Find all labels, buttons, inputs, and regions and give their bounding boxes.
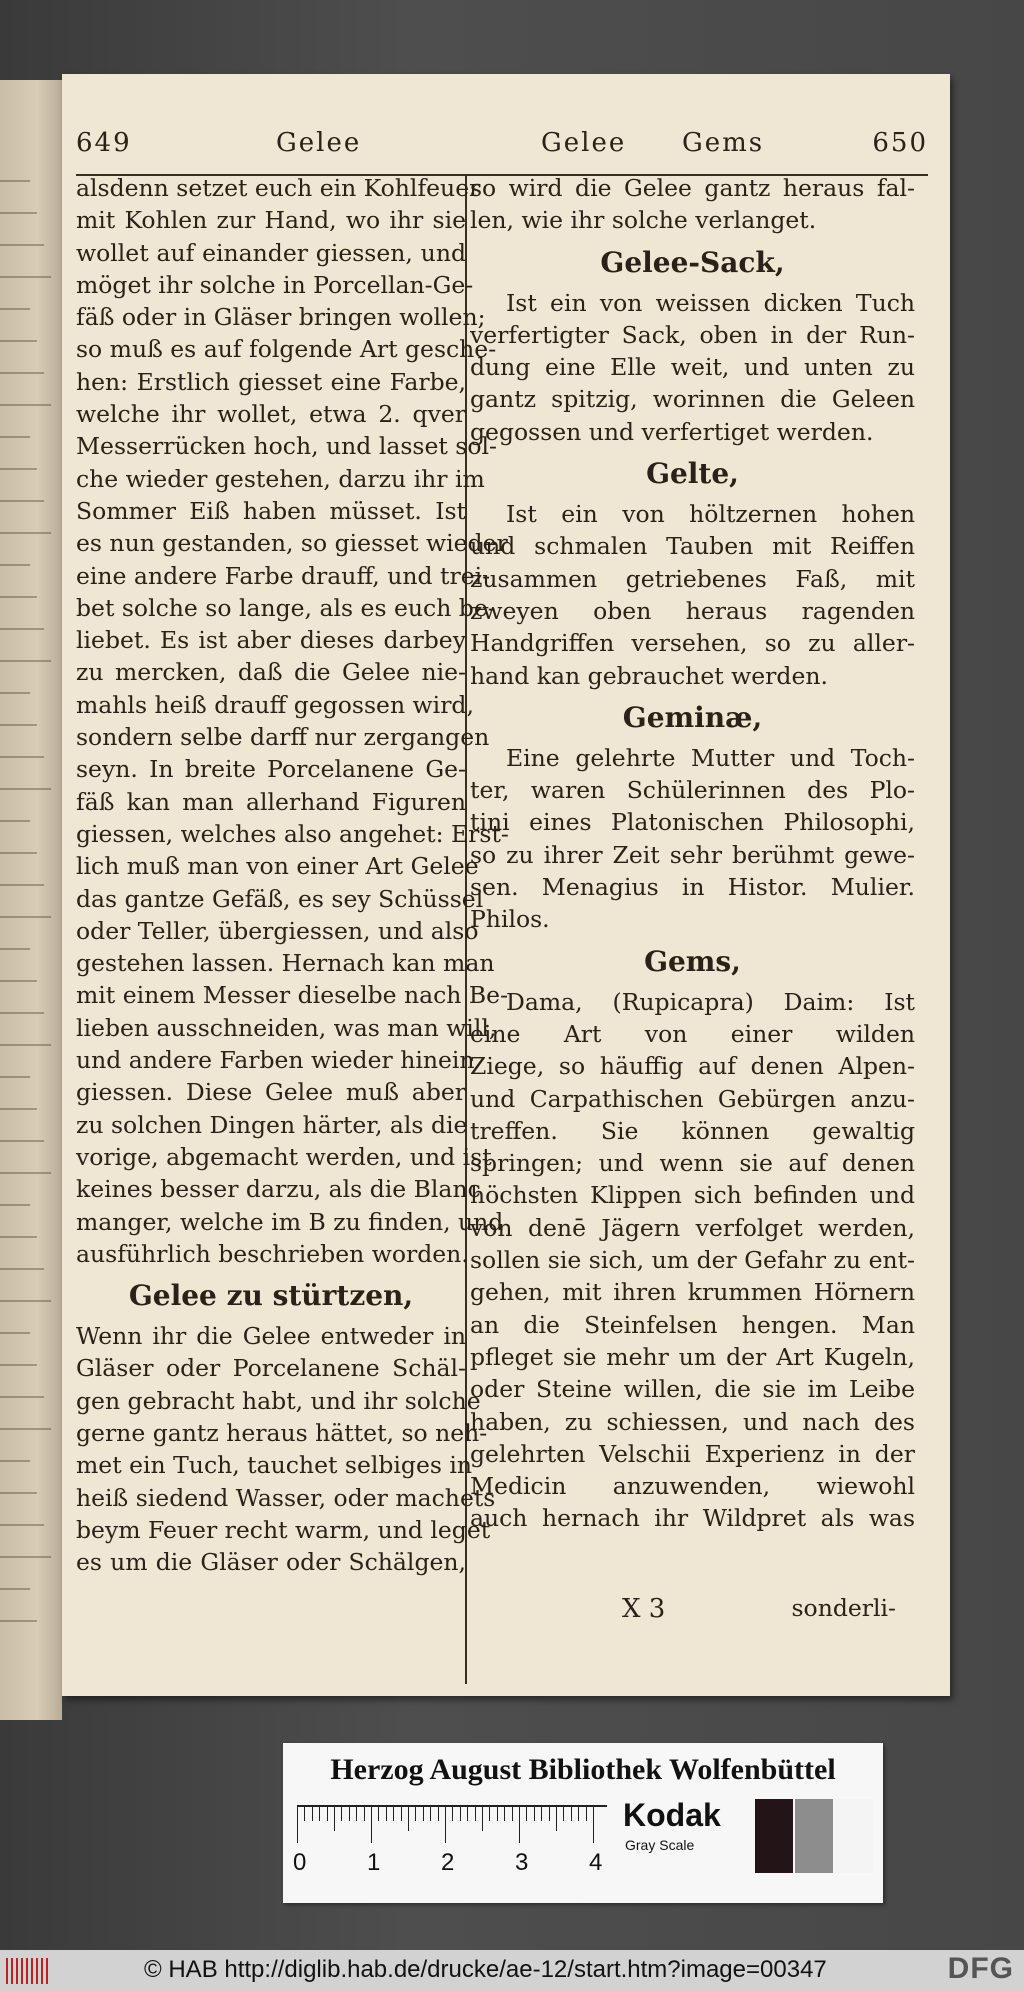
ruler-tick [489, 1807, 490, 1821]
text-line: es nun gestanden, so giesset wieder [76, 529, 508, 558]
right-text-block-0 [470, 172, 915, 237]
bleed-through-line [0, 1204, 30, 1206]
bleed-through-line [0, 1588, 30, 1590]
ruler-tick [519, 1807, 520, 1843]
right-page-number: 650 [872, 128, 928, 158]
text-line: Ist ein von weissen dicken Tuch [506, 288, 915, 317]
ruler-tick [460, 1807, 461, 1821]
bleed-through-line [0, 692, 30, 694]
text-line: oder Teller, übergiessen, und also [76, 916, 479, 945]
left-running-head: Gelee [276, 128, 362, 158]
entry-heading-gelee-sack: Gelee-Sack, [600, 245, 785, 279]
text-line: gestehen lassen. Hernach kan man [76, 949, 495, 978]
footer-bar [0, 1950, 1024, 1991]
bleed-through-line [0, 1108, 37, 1110]
book-page [62, 74, 950, 1696]
running-header [76, 120, 928, 176]
text-line: mahls heiß drauff gegossen wird, [76, 690, 474, 719]
bleed-through-line [0, 1236, 37, 1238]
bleed-through-line [0, 1172, 51, 1174]
bleed-through-line [0, 564, 30, 566]
ruler-tick [371, 1807, 372, 1843]
ruler-tick [386, 1807, 387, 1821]
text-line: zu mercken, daß die Gelee nie- [76, 658, 466, 687]
bleed-through-line [0, 916, 51, 918]
text-line: len, wie ihr solche verlanget. [470, 206, 817, 235]
bleed-through-line [0, 308, 30, 310]
text-line: und Carpathischen Gebürgen anzu- [470, 1084, 915, 1113]
bleed-through-line [0, 1460, 30, 1462]
ruler-tick [578, 1807, 579, 1821]
bleed-through-line [0, 1492, 37, 1494]
text-line: und schmalen Tauben mit Reiffen [470, 532, 915, 561]
text-line: eine andere Farbe drauff, und trei- [76, 561, 491, 590]
text-line: und andere Farben wieder hinein [76, 1046, 475, 1075]
scale-number: 0 [293, 1849, 307, 1876]
ruler-tick [415, 1807, 416, 1821]
right-running-head-1: Gelee [541, 128, 627, 158]
left-text-block [76, 172, 509, 1270]
text-line: gehen, mit ihren krummen Hörnern [470, 1278, 915, 1307]
ruler-tick [393, 1807, 394, 1821]
text-line: che wieder gestehen, darzu ihr im [76, 464, 485, 493]
text-line: met ein Tuch, tauchet selbiges in [76, 1451, 473, 1480]
scale-number: 3 [515, 1849, 529, 1876]
bleed-through-line [0, 724, 37, 726]
ruler-tick [497, 1807, 498, 1821]
text-line: möget ihr solche in Porcellan-Ge- [76, 270, 474, 299]
text-line: treffen. Sie können gewaltig [470, 1116, 915, 1145]
text-line: fäß oder in Gläser bringen wollen; [76, 303, 486, 332]
bleed-through-line [0, 468, 37, 470]
ruler-tick [571, 1807, 572, 1821]
bleed-through-line [0, 436, 30, 438]
text-line: dung eine Elle weit, und unten zu [470, 353, 915, 382]
text-line: springen; und wenn sie auf denen [470, 1149, 915, 1178]
ruler-tick [327, 1807, 328, 1821]
bleed-through-line [0, 532, 51, 534]
bleed-through-line [0, 180, 30, 182]
text-line: vorige, abgemacht werden, und ist [76, 1142, 492, 1171]
text-line: giessen. Diese Gelee muß aber [76, 1078, 466, 1107]
text-line: manger, welche im B zu finden, und [76, 1207, 504, 1236]
text-line: lieben ausschneiden, was man will, [76, 1013, 497, 1042]
ruler-tick [593, 1807, 594, 1843]
text-line: oder Steine willen, die sie im Leibe [470, 1375, 915, 1404]
text-line: bet solche so lange, als es euch be- [76, 593, 496, 622]
text-line: hen: Erstlich giesset eine Farbe, [76, 367, 466, 396]
text-line: alsdenn setzet euch ein Kohlfeuer [76, 174, 481, 202]
text-line: es um die Gläser oder Schälgen, [76, 1548, 466, 1577]
text-line: tini eines Platonischen Philosophi, [470, 808, 915, 837]
left-text-block-2 [76, 1320, 496, 1578]
bleed-through-line [0, 1140, 44, 1142]
bleed-through-line [0, 756, 44, 758]
library-name: Herzog August Bibliothek Wolfenbüttel [330, 1753, 836, 1786]
text-line: Gläser oder Porcelanene Schäl- [76, 1354, 466, 1383]
text-line: heiß siedend Wasser, oder machets [76, 1483, 496, 1512]
dark-swatch [755, 1799, 793, 1873]
bleed-through-line [0, 1364, 37, 1366]
ruler-tick [526, 1807, 527, 1821]
entry-heading-geminae: Geminæ, [622, 700, 763, 734]
text-line: liebet. Es ist aber dieses darbey [76, 626, 466, 655]
bleed-through-line [0, 1044, 51, 1046]
text-line: Medicin anzuwenden, wiewohl [470, 1472, 915, 1501]
right-text-block-1 [470, 287, 915, 448]
bleed-through-line [0, 1076, 30, 1078]
text-line: höchsten Klippen sich befinden und [470, 1181, 915, 1210]
text-line: so muß es auf folgende Art gesche- [76, 335, 497, 364]
bleed-through-line [0, 1428, 51, 1430]
text-line: keines besser darzu, als die Blanc [76, 1175, 481, 1204]
bleed-through-line [0, 1268, 44, 1270]
text-line: sondern selbe darff nur zergangen [76, 723, 490, 752]
scale-number: 2 [441, 1849, 455, 1876]
gray-scale-label: Gray Scale [625, 1837, 695, 1853]
text-line: Dama, (Rupicapra) Daim: Ist [506, 987, 915, 1016]
text-line: von denē Jägern verfolget werden, [470, 1213, 915, 1242]
text-line: lich muß man von einer Art Gelee [76, 852, 479, 881]
text-line: giessen, welches also angehet: Erst- [76, 819, 509, 848]
entry-heading-gems: Gems, [644, 944, 741, 978]
entry-heading-gelee-zu-stuertzen: Gelee zu stürtzen, [128, 1279, 414, 1313]
kodak-logo: Kodak [623, 1797, 721, 1833]
ruler-tick [334, 1807, 335, 1831]
dfg-logo: DFG [947, 1952, 1014, 1985]
text-line: gen gebracht habt, und ihr solche [76, 1386, 481, 1415]
ruler-tick [475, 1807, 476, 1821]
color-calibration-card [283, 1743, 883, 1903]
text-line: Eine gelehrte Mutter und Toch- [506, 743, 915, 772]
previous-page-edge [0, 80, 62, 1720]
text-line: welche ihr wollet, etwa 2. qver [76, 400, 466, 429]
text-line: eine Art von einer wilden [470, 1019, 915, 1048]
ruler-tick [312, 1807, 313, 1821]
bleed-through-line [0, 788, 51, 790]
text-line: so zu ihrer Zeit sehr berühmt gewe- [470, 840, 915, 869]
right-text-block-2 [470, 498, 915, 692]
text-line: so wird die Gelee gantz heraus fal- [470, 174, 915, 202]
ruler-tick [504, 1807, 505, 1821]
barcode-icon [6, 1958, 48, 1984]
text-line: Philos. [470, 905, 550, 934]
ruler-tick [349, 1807, 350, 1821]
text-line: gegossen und verfertiget werden. [470, 417, 874, 446]
text-line: Wenn ihr die Gelee entweder in [76, 1322, 466, 1351]
bleed-through-line [0, 404, 51, 406]
ruler-tick [586, 1807, 587, 1821]
ruler-tick [467, 1807, 468, 1821]
text-line: gerne gantz heraus hättet, so neh- [76, 1418, 488, 1447]
scale-number: 4 [589, 1849, 603, 1876]
ruler-tick [452, 1807, 453, 1821]
ruler-tick [356, 1807, 357, 1821]
ruler-tick [549, 1807, 550, 1821]
text-line: das gantze Gefäß, es sey Schüssel [76, 884, 484, 913]
left-page-number: 649 [76, 128, 132, 158]
ruler-tick [304, 1807, 305, 1821]
bleed-through-line [0, 1556, 51, 1558]
ruler-tick [319, 1807, 320, 1821]
ruler-tick [445, 1807, 446, 1843]
ruler-tick [563, 1807, 564, 1821]
bleed-through-line [0, 820, 30, 822]
bleed-through-line [0, 628, 44, 630]
ruler-tick [482, 1807, 483, 1831]
bleed-through-line [0, 660, 51, 662]
ruler-tick [512, 1807, 513, 1821]
text-line: sen. Menagius in Histor. Mulier. [470, 873, 915, 902]
ruler-tick [341, 1807, 342, 1821]
bleed-through-line [0, 1620, 37, 1622]
text-line: Sommer Eiß haben müsset. Ist [76, 496, 466, 525]
text-line: hand kan gebrauchet werden. [470, 661, 828, 690]
bleed-through-line [0, 596, 37, 598]
text-line: seyn. In breite Porcelanene Ge- [76, 755, 466, 784]
text-line: mit einem Messer dieselbe nach Be- [76, 981, 509, 1010]
text-line: Handgriffen versehen, so zu aller- [470, 629, 915, 658]
scale-number: 1 [367, 1849, 381, 1876]
text-line: Ist ein von höltzernen hohen [506, 500, 915, 529]
ruler-tick [534, 1807, 535, 1821]
light-swatch [835, 1799, 873, 1873]
text-line: Ziege, so häuffig auf denen Alpen- [470, 1052, 915, 1081]
text-line: pfleget sie mehr um der Art Kugeln, [470, 1342, 915, 1371]
source-url[interactable]: © HAB http://diglib.hab.de/drucke/ae-12/start.htm?image=00347 [144, 1956, 827, 1983]
text-line: ter, waren Schülerinnen des Plo- [470, 776, 915, 805]
bleed-through-line [0, 372, 44, 374]
bleed-through-line [0, 1012, 44, 1014]
bleed-through-line [0, 212, 37, 214]
signature-mark: X 3 [622, 1594, 666, 1624]
ruler-tick [438, 1807, 439, 1821]
bleed-through-line [0, 1300, 51, 1302]
bleed-through-line [0, 980, 37, 982]
text-line: zusammen getriebenes Faß, mit [470, 564, 915, 593]
ruler-scale [297, 1805, 607, 1843]
text-line: zweyen oben heraus ragenden [470, 596, 915, 625]
bleed-through-line [0, 244, 44, 246]
right-running-head-2: Gems [682, 128, 765, 158]
text-line: gantz spitzig, worinnen die Geleen [470, 385, 915, 414]
left-column [76, 172, 509, 1578]
right-column [470, 172, 915, 1535]
ruler-tick [364, 1807, 365, 1821]
right-text-block-3 [470, 742, 915, 936]
bleed-through-line [0, 1332, 30, 1334]
text-line: wollet auf einander giessen, und [76, 238, 466, 267]
bleed-through-line [0, 1396, 44, 1398]
bleed-through-line [0, 948, 30, 950]
text-line: Messerrücken hoch, und lasset sol- [76, 432, 497, 461]
ruler-tick [378, 1807, 379, 1821]
text-line: an die Steinfelsen hengen. Man [470, 1310, 915, 1339]
bleed-through-line [0, 1524, 44, 1526]
ruler-tick [408, 1807, 409, 1831]
ruler-tick [423, 1807, 424, 1821]
text-line: beym Feuer recht warm, und leget [76, 1515, 491, 1544]
bleed-through-line [0, 340, 37, 342]
bleed-through-line [0, 500, 44, 502]
catchword: sonderli- [791, 1594, 896, 1622]
text-line: zu solchen Dingen härter, als die [76, 1110, 468, 1139]
bleed-through-line [0, 884, 44, 886]
bleed-through-line [0, 852, 37, 854]
ruler-tick [401, 1807, 402, 1821]
text-line: sollen sie sich, um der Gefahr zu ent- [470, 1246, 915, 1275]
mid-gray-swatch [795, 1799, 833, 1873]
text-line: gelehrten Velschii Experienz in der [470, 1439, 915, 1468]
entry-heading-gelte: Gelte, [646, 457, 739, 491]
ruler-tick [541, 1807, 542, 1821]
text-line: auch hernach ihr Wildpret als was [470, 1504, 915, 1533]
ruler-tick [430, 1807, 431, 1821]
ruler-tick [297, 1807, 298, 1843]
text-line: ausführlich beschrieben worden. [76, 1239, 469, 1268]
text-line: verfertigter Sack, oben in der Run- [470, 320, 915, 349]
text-line: fäß kan man allerhand Figuren [76, 787, 466, 816]
ruler-tick [556, 1807, 557, 1831]
text-line: haben, zu schiessen, und nach des [470, 1407, 915, 1436]
right-text-block-4 [470, 986, 915, 1535]
text-line: mit Kohlen zur Hand, wo ihr sie [76, 206, 466, 235]
bleed-through-line [0, 276, 51, 278]
